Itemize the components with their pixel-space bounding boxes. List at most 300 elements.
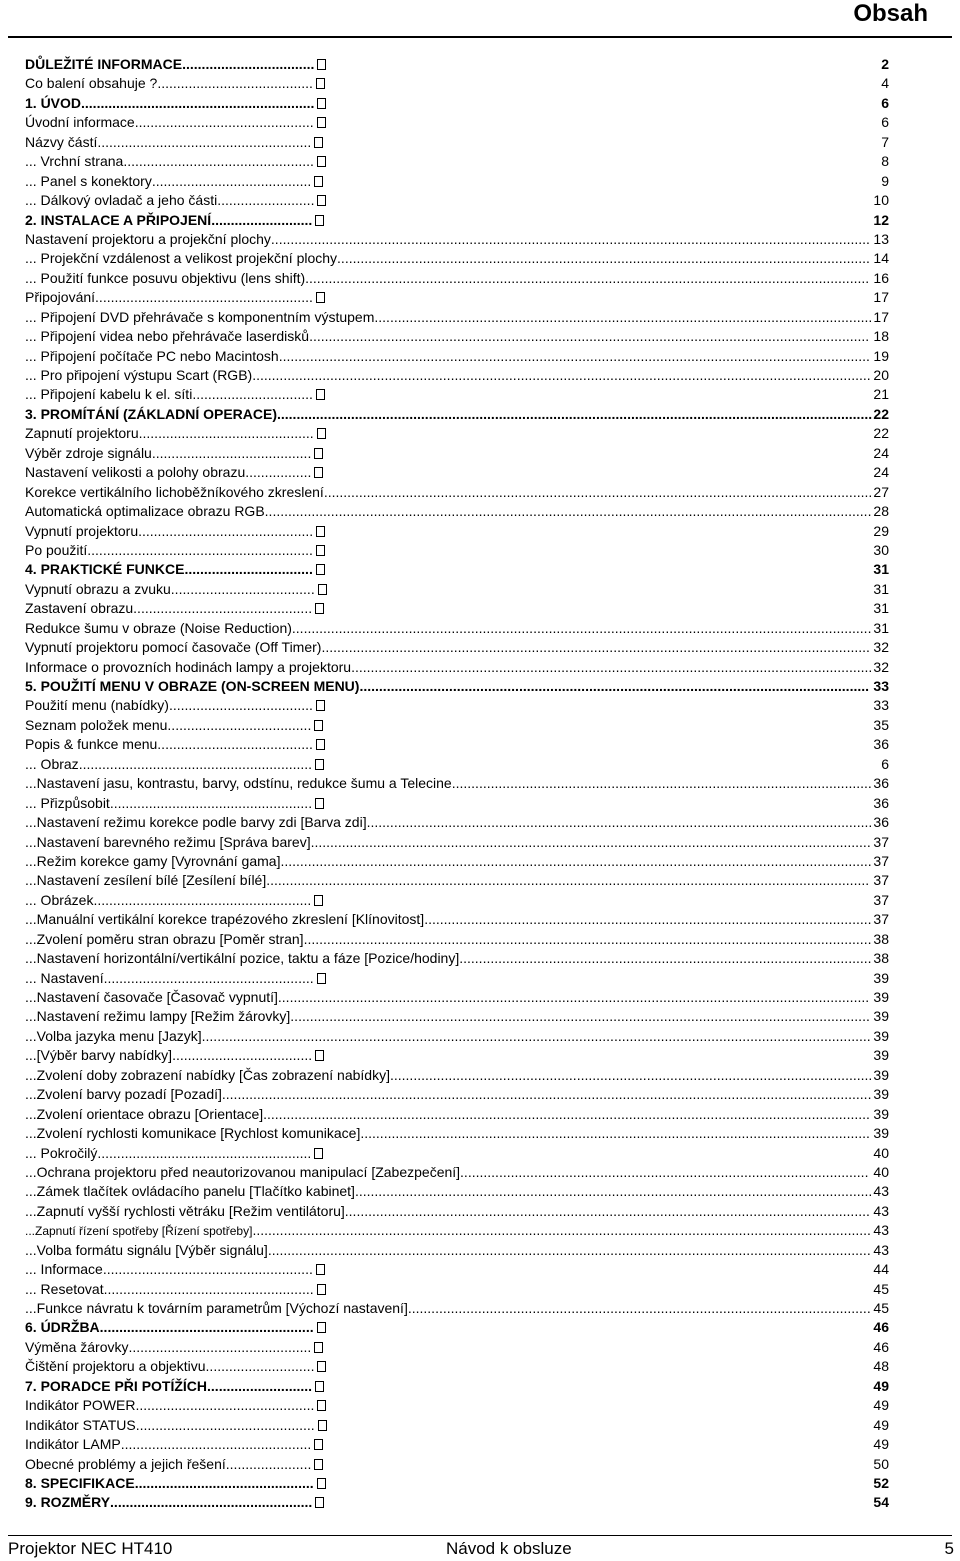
- header-rule: [8, 36, 952, 38]
- toc-entry[interactable]: [25, 347, 889, 366]
- toc-entry-label: ... Připojení DVD přehrávače s komponentním výstupem: [25, 308, 375, 325]
- toc-entry[interactable]: [25, 1455, 889, 1474]
- toc-leader-dots: ..............................................: [134, 1474, 314, 1491]
- toc-entry-label: ...Nastavení zesílení bílé [Zesílení bílé]: [25, 872, 267, 889]
- toc-entry[interactable]: [25, 1085, 889, 1104]
- toc-entry[interactable]: [25, 677, 889, 696]
- toc-entry-label: Indikátor STATUS: [25, 1416, 136, 1433]
- toc-entry-page: 31: [873, 619, 889, 636]
- toc-leader-dots: .................................................: [120, 1436, 312, 1453]
- toc-leader-dots: ................................: [187, 1047, 313, 1064]
- toc-entry[interactable]: [25, 871, 889, 890]
- toc-entry[interactable]: [25, 522, 889, 541]
- toc-entry-label: ... Připojení počítače PC nebo Macintosh: [25, 347, 279, 364]
- toc-entry[interactable]: [25, 716, 889, 735]
- missing-glyph-icon: [314, 1439, 323, 1450]
- toc-entry[interactable]: [25, 1338, 889, 1357]
- toc-entry-label: Indikátor LAMP: [25, 1436, 121, 1453]
- toc-leader-dots: .....................................................................................................................................: [354, 1183, 873, 1200]
- toc-entry-page: 39: [873, 969, 889, 986]
- missing-glyph-icon: [317, 156, 326, 167]
- missing-glyph-icon: [316, 739, 325, 750]
- toc-entry-label: ...Funkce návratu k továrním parametrům [Výchozí nastavení]: [25, 1300, 408, 1316]
- toc-entry-page: 31: [873, 561, 889, 578]
- toc-entry-label: Názvy částí: [25, 133, 98, 150]
- missing-glyph-icon: [314, 176, 323, 187]
- toc-entry[interactable]: [25, 1163, 889, 1182]
- toc-entry-label: ...Manuální vertikální korekce trapézového zkreslení [Klínovitost]: [25, 911, 425, 928]
- toc-leader-dots: ........................................................................................................................................................: [277, 989, 870, 1005]
- toc-leader-dots: ...........................................................................................................................................................: [267, 1241, 871, 1258]
- toc-entry-page: 39: [873, 989, 889, 1005]
- toc-leader-dots: ...................................................................................................................: [424, 911, 872, 928]
- toc-entry-label: Redukce šumu v obraze (Noise Reduction): [25, 619, 292, 636]
- toc-leader-dots: ..............................................: [134, 114, 314, 131]
- missing-glyph-icon: [316, 292, 325, 303]
- toc-entry-label: Výběr zdroje signálu: [25, 444, 152, 461]
- toc-entry-page: 29: [873, 522, 889, 539]
- toc-leader-dots: ..........................: [211, 211, 313, 228]
- toc-entry-label: ...Zvolení rychlosti komunikace [Rychlost komunikace]: [25, 1125, 361, 1142]
- toc-entry[interactable]: [25, 696, 889, 715]
- toc-leader-dots: ..........................................................................................................: [459, 950, 872, 967]
- toc-entry-label: Čištění projektoru a objektivu: [25, 1358, 206, 1375]
- toc-entry[interactable]: [25, 249, 889, 268]
- toc-entry-page: 54: [873, 1494, 889, 1511]
- toc-entry[interactable]: [25, 541, 889, 560]
- toc-entry-label: ... Projekční vzdálenost a velikost projekční plochy: [25, 250, 338, 267]
- toc-entry[interactable]: [25, 1105, 889, 1124]
- toc-leader-dots: .....................................................................................................................................................: [291, 619, 872, 636]
- toc-entry-label: ...Zvolení poměru stran obrazu [Poměr stran]: [25, 930, 304, 947]
- missing-glyph-icon: [316, 526, 325, 537]
- missing-glyph-icon: [314, 720, 323, 731]
- toc-entry-label: Korekce vertikálního lichoběžníkového zkreslení: [25, 483, 324, 500]
- toc-leader-dots: ...............................................: [128, 1338, 312, 1355]
- toc-leader-dots: ............................................................................................................................................................: [264, 503, 872, 520]
- toc-leader-dots: ..........................................................................................................................................................: [270, 230, 870, 247]
- toc-entry[interactable]: [25, 988, 889, 1007]
- toc-entry-page: 8: [881, 153, 889, 170]
- toc-entry-page: 52: [873, 1474, 889, 1491]
- toc-entry[interactable]: [25, 1377, 889, 1396]
- toc-entry-label: ... Pokročilý: [25, 1144, 98, 1161]
- toc-entry[interactable]: [25, 1124, 889, 1143]
- toc-entry[interactable]: [25, 599, 889, 618]
- toc-entry[interactable]: [25, 1046, 889, 1065]
- missing-glyph-icon: [316, 700, 325, 711]
- toc-entry-label: ...[Výběr barvy nabídky]....: [25, 1047, 188, 1064]
- missing-glyph-icon: [314, 1459, 323, 1470]
- toc-leader-dots: ...........................: [207, 1377, 313, 1394]
- toc-leader-dots: .........................: [217, 192, 315, 209]
- toc-entry-label: Obecné problémy a jejich řešení: [25, 1455, 226, 1472]
- toc-leader-dots: .........................................................................................................................................: [337, 250, 870, 267]
- toc-entry-page: 20: [873, 367, 889, 383]
- toc-entry-label: Výměna žárovky: [25, 1338, 129, 1355]
- toc-entry-label: Zapnutí projektoru: [25, 425, 139, 442]
- toc-leader-dots: ........................................................................................................................................................: [278, 347, 870, 364]
- toc-entry-label: ... Resetovat: [25, 1280, 104, 1297]
- toc-leader-dots: ......................................................: [103, 969, 314, 986]
- missing-glyph-icon: [316, 389, 325, 400]
- toc-entry-page: 38: [873, 930, 889, 947]
- toc-entry-page: 4: [881, 75, 889, 92]
- toc-entry-page: 21: [873, 386, 889, 403]
- toc-leader-dots: .............................................................................................................................................: [321, 639, 870, 656]
- missing-glyph-icon: [315, 215, 324, 226]
- toc-entry-label: ... Vrchní strana: [25, 153, 124, 170]
- toc-leader-dots: .............................................................................................................................................: [323, 483, 873, 500]
- toc-entry-page: 24: [873, 444, 889, 461]
- toc-entry-label: ... Informace: [25, 1261, 103, 1278]
- toc-entry-page: 49: [873, 1436, 889, 1453]
- toc-leader-dots: ............................................................................................................................................................................: [201, 1027, 871, 1044]
- toc-entry-label: ... Připojení kabelu k el. síti: [25, 386, 193, 403]
- toc-entry-label: Po použití: [25, 541, 88, 558]
- toc-entry[interactable]: [25, 74, 889, 93]
- toc-leader-dots: ..............................................: [133, 600, 313, 617]
- missing-glyph-icon: [314, 467, 323, 478]
- toc-entry[interactable]: [25, 308, 889, 327]
- toc-entry[interactable]: [25, 1066, 889, 1085]
- toc-entry-page: 39: [873, 1047, 889, 1064]
- toc-entry-label: ... Obraz: [25, 755, 79, 772]
- toc-entry-page: 31: [873, 600, 889, 617]
- toc-entry-page: 49: [873, 1397, 889, 1414]
- missing-glyph-icon: [317, 1478, 326, 1489]
- missing-glyph-icon: [317, 195, 326, 206]
- toc-entry-page: 17: [873, 308, 889, 325]
- toc-entry[interactable]: [25, 463, 889, 482]
- toc-entry-page: 35: [873, 716, 889, 733]
- toc-entry-page: 19: [873, 347, 889, 364]
- missing-glyph-icon: [318, 1420, 327, 1431]
- toc-entry-label: ... Dálkový ovladač a jeho části: [25, 192, 218, 209]
- missing-glyph-icon: [317, 98, 326, 109]
- toc-entry[interactable]: [25, 580, 889, 599]
- toc-entry[interactable]: [25, 211, 889, 230]
- toc-leader-dots: ........................................................................................................................................................: [280, 852, 872, 869]
- toc-leader-dots: .................................................................................................................................................: [305, 269, 870, 286]
- toc-entry-page: 13: [873, 230, 889, 247]
- toc-entry[interactable]: [25, 658, 889, 677]
- toc-entry[interactable]: [25, 794, 889, 813]
- missing-glyph-icon: [314, 1148, 323, 1159]
- toc-entry[interactable]: [25, 1474, 889, 1493]
- missing-glyph-icon: [316, 564, 325, 575]
- toc-entry[interactable]: [25, 813, 889, 832]
- toc-entry[interactable]: [25, 755, 889, 774]
- toc-entry-page: 39: [873, 1105, 889, 1122]
- toc-entry[interactable]: [25, 444, 889, 463]
- missing-glyph-icon: [316, 78, 325, 89]
- toc-entry-label: ...Zvolení doby zobrazení nabídky [Čas zobrazení nabídky]: [25, 1066, 390, 1083]
- toc-entry[interactable]: [25, 405, 889, 424]
- toc-entry-page: 32: [873, 658, 889, 675]
- toc-entry-label: Informace o provozních hodinách lampy a projektoru: [25, 658, 352, 675]
- toc-entry-label: ... Obrázek: [25, 891, 94, 908]
- toc-leader-dots: .........................................................................................................................................................: [277, 405, 873, 422]
- toc-entry[interactable]: [25, 1280, 889, 1299]
- toc-leader-dots: ..................................: [182, 56, 315, 72]
- toc-entry[interactable]: [25, 55, 889, 74]
- toc-leader-dots: ............................................................................................................................: [389, 1066, 873, 1083]
- toc-entry-page: 36: [873, 794, 889, 811]
- toc-entry-page: 45: [873, 1300, 889, 1316]
- toc-entry-page: 43: [873, 1222, 889, 1239]
- missing-glyph-icon: [314, 895, 323, 906]
- toc-entry-label: Připojování: [25, 289, 96, 306]
- toc-leader-dots: ................................................................................................................................................: [309, 328, 870, 345]
- toc-entry-page: 46: [873, 1319, 889, 1336]
- toc-entry[interactable]: [25, 1435, 889, 1454]
- footer-manual-title: Návod k obsluze: [446, 1539, 572, 1558]
- toc-entry-label: ... Nastavení: [25, 969, 104, 986]
- toc-entry-page: 37: [873, 852, 889, 869]
- missing-glyph-icon: [317, 59, 326, 70]
- toc-entry[interactable]: [25, 191, 889, 210]
- toc-entry-label: ...Nastavení režimu lampy [Režim žárovky]: [25, 1008, 291, 1025]
- toc-entry-page: 38: [873, 950, 889, 967]
- toc-entry[interactable]: [25, 1260, 889, 1279]
- toc-entry[interactable]: [25, 1357, 889, 1376]
- toc-entry[interactable]: [25, 502, 889, 521]
- toc-entry-page: 40: [873, 1144, 889, 1161]
- toc-entry-page: 22: [873, 425, 889, 442]
- toc-entry-page: 36: [873, 814, 889, 831]
- toc-entry-page: 48: [873, 1358, 889, 1375]
- toc-entry-page: 27: [873, 483, 889, 500]
- toc-entry-page: 33: [873, 678, 889, 694]
- missing-glyph-icon: [317, 117, 326, 128]
- toc-leader-dots: .............................................: [138, 425, 314, 442]
- toc-entry-page: 32: [873, 639, 889, 656]
- toc-leader-dots: ..........................................................: [87, 541, 313, 558]
- toc-entry-page: 44: [873, 1261, 889, 1278]
- toc-entry-page: 39: [873, 1066, 889, 1083]
- toc-entry[interactable]: [25, 1007, 889, 1026]
- missing-glyph-icon: [315, 798, 324, 809]
- toc-entry-label: ... Panel s konektory: [25, 172, 152, 189]
- toc-entry-label: Vypnutí obrazu a zvuku: [25, 580, 171, 597]
- missing-glyph-icon: [317, 1284, 326, 1295]
- toc-leader-dots: ............................................................: [78, 755, 313, 772]
- toc-entry[interactable]: [25, 483, 889, 502]
- toc-entry-page: 33: [873, 697, 889, 714]
- toc-entry-label: 3. PROMÍTÁNÍ (ZÁKLADNÍ OPERACE): [25, 405, 277, 422]
- toc-entry-label: ...Zapnutí vyšší rychlosti větráku [Režim ventilátoru]: [25, 1202, 345, 1219]
- toc-entry-label: ... Přizpůsobit: [25, 794, 110, 811]
- missing-glyph-icon: [315, 1381, 324, 1392]
- missing-glyph-icon: [317, 973, 326, 984]
- toc-entry-label: 9. ROZMĚRY: [25, 1494, 111, 1511]
- toc-leader-dots: .........................................: [151, 444, 312, 461]
- toc-entry-label: 6. ÚDRŽBA: [25, 1319, 100, 1336]
- footer-rule: [8, 1535, 952, 1536]
- toc-entry-label: DŮLEŽITÉ INFORMACE: [25, 56, 183, 72]
- missing-glyph-icon: [315, 603, 324, 614]
- toc-leader-dots: .................................................: [123, 153, 314, 170]
- toc-entry-page: 39: [873, 1125, 889, 1142]
- toc-entry[interactable]: [25, 1416, 889, 1435]
- footer-page-number: 5: [944, 1539, 954, 1558]
- toc-leader-dots: .....................................: [167, 716, 312, 733]
- toc-entry-page: 6: [881, 755, 889, 772]
- toc-entry-page: 37: [873, 872, 889, 889]
- toc-leader-dots: ............................................................: [81, 94, 315, 111]
- toc-entry[interactable]: [25, 1182, 889, 1201]
- toc-leader-dots: ...............................................................................................................................................................: [252, 1222, 871, 1239]
- toc-entry[interactable]: [25, 94, 889, 113]
- toc-leader-dots: ........................................................: [95, 289, 313, 306]
- toc-leader-dots: .............................................: [138, 522, 314, 539]
- toc-entry-page: 37: [873, 833, 889, 850]
- footer-product-name: Projektor NEC HT410: [8, 1539, 173, 1558]
- toc-entry[interactable]: [25, 638, 889, 657]
- toc-entry-label: Zastavení obrazu: [25, 600, 134, 617]
- missing-glyph-icon: [314, 137, 323, 148]
- toc-entry-page: 7: [881, 133, 889, 150]
- toc-entry[interactable]: [25, 891, 889, 910]
- toc-entry[interactable]: [25, 969, 889, 988]
- toc-entry[interactable]: [25, 1493, 889, 1512]
- toc-entry-page: 39: [873, 1086, 889, 1103]
- toc-leader-dots: ...........................................................................................................................................................: [266, 872, 870, 889]
- toc-leader-dots: ..............................................: [135, 1416, 315, 1433]
- toc-entry-page: 39: [873, 1027, 889, 1044]
- toc-entry[interactable]: [25, 113, 889, 132]
- toc-entry[interactable]: [25, 833, 889, 852]
- toc-entry-page: 39: [873, 1008, 889, 1025]
- toc-entry-label: ...Nastavení horizontální/vertikální pozice, taktu a fáze [Pozice/hodiny]: [25, 950, 460, 967]
- toc-leader-dots: .................................: [184, 561, 313, 578]
- missing-glyph-icon: [314, 448, 323, 459]
- toc-leader-dots: ....................................................: [110, 1494, 313, 1511]
- toc-leader-dots: ..................................................................................................................................................: [303, 930, 872, 947]
- toc-entry[interactable]: [25, 288, 889, 307]
- toc-entry-label: Indikátor POWER: [25, 1397, 136, 1414]
- toc-entry-page: 37: [873, 891, 889, 908]
- toc-entry-page: 50: [873, 1455, 889, 1472]
- toc-entry-label: ... Připojení videa nebo přehrávače laserdisků: [25, 328, 310, 345]
- toc-leader-dots: ................................................................................................................................: [374, 308, 873, 325]
- toc-leader-dots: ..............................................: [135, 1397, 315, 1414]
- toc-entry[interactable]: [25, 230, 889, 249]
- toc-entry-label: 1. ÚVOD: [25, 94, 82, 111]
- toc-entry[interactable]: [25, 1318, 889, 1337]
- toc-leader-dots: ........................................: [157, 75, 313, 92]
- toc-entry[interactable]: [25, 366, 889, 385]
- table-of-contents: [25, 55, 889, 1513]
- toc-leader-dots: .......................................................: [99, 1319, 314, 1336]
- toc-entry[interactable]: [25, 735, 889, 754]
- toc-entry[interactable]: [25, 1241, 889, 1260]
- toc-entry-page: 6: [881, 114, 889, 131]
- toc-entry-label: ...Zvolení barvy pozadí [Pozadí]: [25, 1086, 222, 1103]
- toc-leader-dots: ........................................................: [93, 891, 312, 908]
- toc-entry-page: 10: [873, 192, 889, 209]
- toc-entry-label: ...Volba formátu signálu [Výběr signálu]: [25, 1241, 268, 1258]
- toc-entry[interactable]: [25, 774, 889, 793]
- toc-entry-page: 24: [873, 464, 889, 481]
- toc-leader-dots: ...............: [253, 464, 312, 481]
- missing-glyph-icon: [315, 1497, 324, 1508]
- missing-glyph-icon: [317, 428, 326, 439]
- toc-leader-dots: .......................................................: [97, 1144, 312, 1161]
- toc-leader-dots: ......................................................: [102, 1261, 313, 1278]
- toc-entry-page: 12: [873, 211, 889, 228]
- toc-leader-dots: .....................................: [168, 697, 313, 714]
- toc-entry-label: ... Pro připojení výstupu Scart (RGB): [25, 367, 253, 383]
- missing-glyph-icon: [316, 545, 325, 556]
- toc-entry[interactable]: [25, 619, 889, 638]
- toc-leader-dots: .....................................: [170, 580, 315, 597]
- toc-entry[interactable]: [25, 910, 889, 929]
- toc-entry-label: 7. PORADCE PŘI POTÍŽÍCH: [25, 1377, 208, 1394]
- toc-leader-dots: .........................................: [151, 172, 312, 189]
- toc-entry-page: 16: [873, 269, 889, 286]
- toc-entry[interactable]: [25, 327, 889, 346]
- toc-entry[interactable]: [25, 930, 889, 949]
- toc-leader-dots: ...............................: [192, 386, 313, 403]
- page-title: Obsah: [853, 0, 928, 27]
- toc-entry[interactable]: [25, 424, 889, 443]
- missing-glyph-icon: [317, 1400, 326, 1411]
- toc-entry-label: Automatická optimalizace obrazu RGB: [25, 503, 265, 520]
- toc-entry-label: ...Ochrana projektoru před neautorizovanou manipulací [Zabezpečení]: [25, 1163, 461, 1180]
- missing-glyph-icon: [315, 1050, 324, 1061]
- toc-entry-page: 14: [873, 250, 889, 267]
- missing-glyph-icon: [317, 1322, 326, 1333]
- toc-entry[interactable]: [25, 133, 889, 152]
- toc-entry[interactable]: [25, 152, 889, 171]
- toc-entry[interactable]: [25, 385, 889, 404]
- toc-entry-page: 43: [873, 1183, 889, 1200]
- toc-entry[interactable]: [25, 1221, 889, 1240]
- toc-leader-dots: .........................................................................................................: [460, 1163, 869, 1180]
- toc-leader-dots: .......................................................: [97, 133, 312, 150]
- toc-leader-dots: ................................................................................................................................................: [310, 833, 871, 850]
- toc-entry[interactable]: [25, 1144, 889, 1163]
- toc-entry[interactable]: [25, 172, 889, 191]
- toc-entry[interactable]: [25, 269, 889, 288]
- toc-entry-label: Popis & funkce menu: [25, 736, 158, 753]
- toc-entry-page: 36: [873, 736, 889, 753]
- toc-entry[interactable]: [25, 1202, 889, 1221]
- toc-entry-label: 4. PRAKTICKÉ FUNKCE: [25, 561, 185, 578]
- toc-entry-page: 31: [873, 580, 889, 597]
- toc-leader-dots: .......................................................................................................................................................................: [221, 1086, 872, 1103]
- toc-entry-label: ...Zvolení orientace obrazu [Orientace]: [25, 1105, 264, 1122]
- toc-entry-page: 2: [881, 56, 889, 72]
- toc-entry-page: 28: [873, 503, 889, 520]
- toc-entry-label: Co balení obsahuje ?: [25, 75, 158, 92]
- toc-entry[interactable]: [25, 852, 889, 871]
- toc-entry[interactable]: [25, 1396, 889, 1415]
- toc-entry[interactable]: [25, 1299, 889, 1318]
- toc-entry[interactable]: [25, 560, 889, 579]
- toc-entry[interactable]: [25, 1027, 889, 1046]
- toc-entry[interactable]: [25, 949, 889, 968]
- toc-leader-dots: ..................................................................................................................................: [366, 814, 873, 831]
- toc-entry-label: ...Nastavení režimu korekce podle barvy zdi [Barva zdi]: [25, 814, 367, 831]
- toc-entry-label: ...Nastavení jasu, kontrastu, barvy, odstínu, redukce šumu a Telecine: [25, 775, 452, 792]
- toc-entry-label: Nastavení projektoru a projekční plochy: [25, 230, 271, 247]
- toc-entry-page: 36: [873, 775, 889, 792]
- toc-leader-dots: ......................: [225, 1455, 312, 1472]
- toc-leader-dots: ...................................................................................................................................: [360, 1125, 870, 1142]
